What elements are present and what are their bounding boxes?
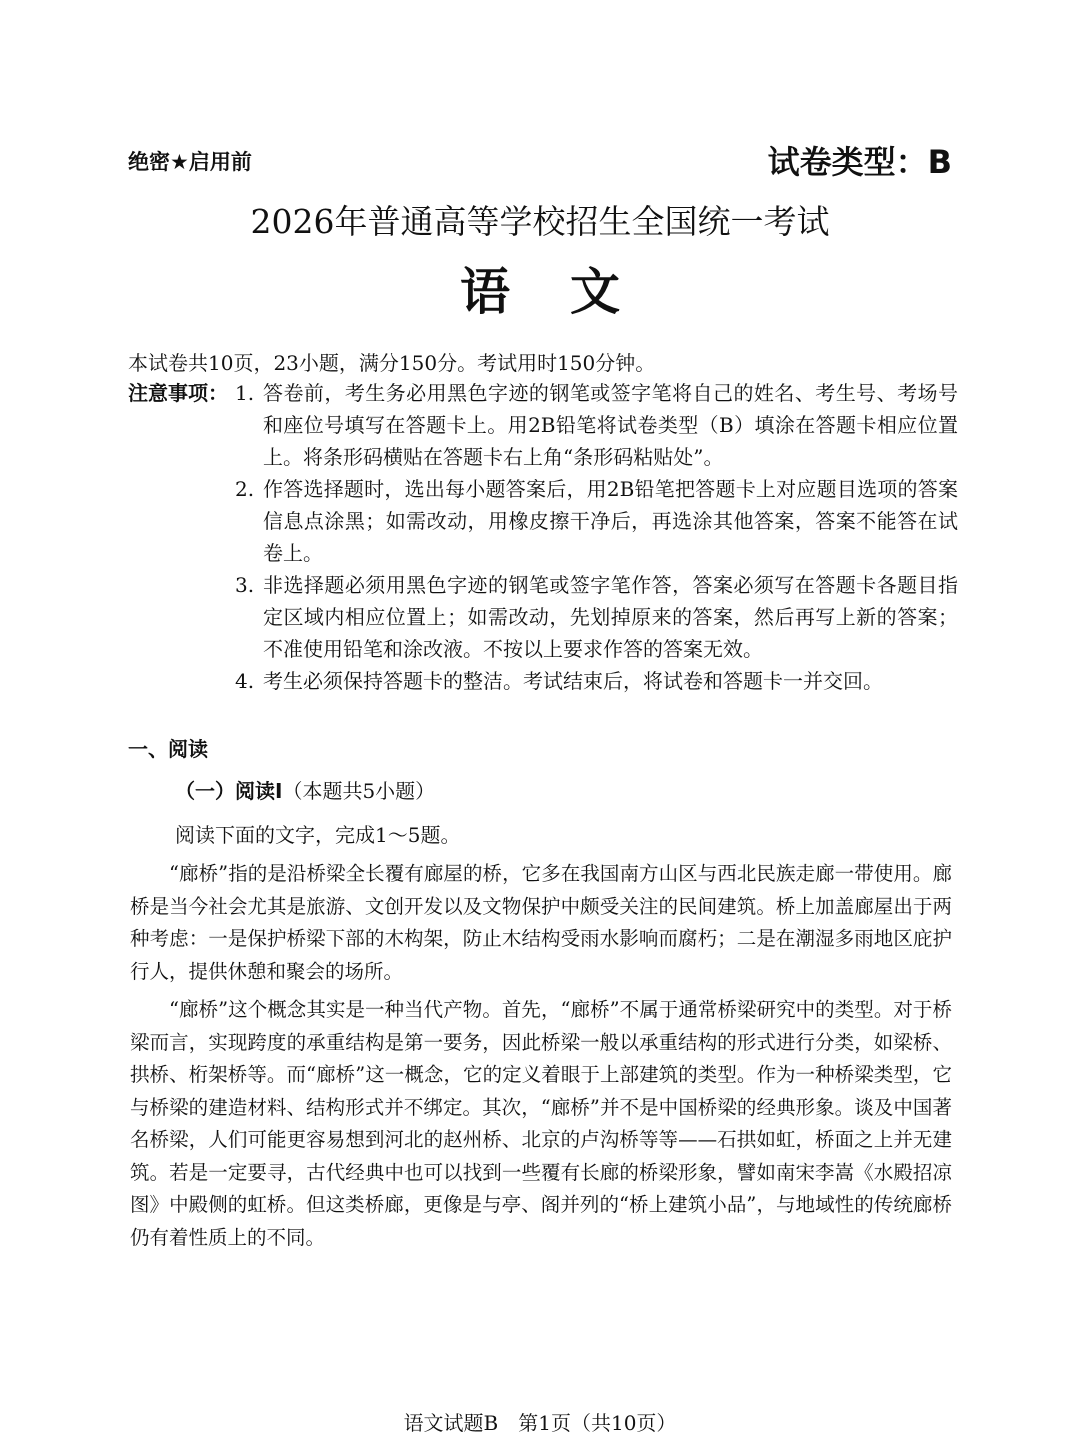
note-item	[128, 569, 958, 665]
note-text: 考生必须保持答题卡的整洁。考试结束后，将试卷和答题卡一并交回。	[263, 669, 883, 693]
section-heading: 一、阅读	[128, 737, 208, 761]
note-number: 1.	[235, 381, 255, 405]
note-number: 2.	[235, 477, 255, 501]
page-footer: 语文试题B 第1页（共10页）	[403, 1411, 677, 1435]
note-item	[128, 473, 958, 569]
reading-instruction: 阅读下面的文字，完成1～5题。	[175, 823, 461, 847]
notes-block	[128, 377, 958, 697]
passage-paragraph: “廊桥”这个概念其实是一种当代产物。首先，“廊桥”不属于通常桥梁研究中的类型。对于桥梁而言，实现跨度的承重结构是第一要务，因此桥梁一般以承重结构的形式进行分类，如梁桥、拱桥、桁架桥等。而“廊桥”这一概念，它的定义着眼于上部建筑的类型。作为一种桥梁类型，它与桥梁的建造材料、结构形式并不绑定。其次，“廊桥”并不是中国桥梁的经典形象。谈及中国著名桥梁，人们可能更容易想到河北的赵州桥、北京的卢沟桥等等——石拱如虹，桥面之上并无建筑。若是一定要寻，古代经典中也可以找到一些覆有长廊的桥梁形象，譬如南宋李嵩《水殿招凉图》中殿侧的虹桥。但这类桥廊，更像是与亭、阁并列的“桥上建筑小品”，与地域性的传统廊桥仍有着性质上的不同。	[130, 998, 952, 1249]
notes-label: 注意事项：	[128, 381, 228, 405]
note-item	[128, 665, 958, 697]
passage-paragraph: “廊桥”指的是沿桥梁全长覆有廊屋的桥，它多在我国南方山区与西北民族走廊一带使用。廊桥是当今社会尤其是旅游、文创开发以及文物保护中颇受关注的民间建筑。桥上加盖廊屋出于两种考虑：一是保护桥梁下部的木构架，防止木结构受雨水影响而腐朽；二是在潮湿多雨地区庇护行人，提供休憩和聚会的场所。	[130, 862, 952, 983]
paper-type-label: 试卷类型：B	[767, 143, 952, 181]
subsection-title: （一）阅读Ⅰ	[175, 779, 283, 803]
note-item	[128, 377, 958, 473]
confidential-label: 绝密★启用前	[128, 150, 252, 174]
reading-passage	[130, 858, 952, 1260]
note-number: 3.	[235, 573, 255, 597]
note-text: 非选择题必须用黑色字迹的钢笔或签字笔作答，答案必须写在答题卡各题目指定区域内相应位置上；如需改动，先划掉原来的答案，然后再写上新的答案；不准使用铅笔和涂改液。不按以上要求作答的答案无效。	[263, 573, 958, 661]
note-text: 作答选择题时，选出每小题答案后，用2B铅笔把答题卡上对应题目选项的答案信息点涂黑；如需改动，用橡皮擦干净后，再选涂其他答案，答案不能答在试卷上。	[263, 477, 958, 565]
exam-title: 2026年普通高等学校招生全国统一考试	[250, 202, 830, 241]
note-text: 答卷前，考生务必用黑色字迹的钢笔或签字笔将自己的姓名、考生号、考场号和座位号填写在答题卡上。用2B铅笔将试卷类型（B）填涂在答题卡相应位置上。将条形码横贴在答题卡右上角“条形码粘贴处”。	[263, 381, 958, 469]
subject-title: 语文	[460, 263, 680, 321]
note-number: 4.	[235, 669, 255, 693]
subsection-heading	[175, 775, 435, 804]
paper-intro: 本试卷共10页，23小题，满分150分。考试用时150分钟。	[128, 351, 656, 375]
subsection-note: （本题共5小题）	[282, 779, 436, 803]
